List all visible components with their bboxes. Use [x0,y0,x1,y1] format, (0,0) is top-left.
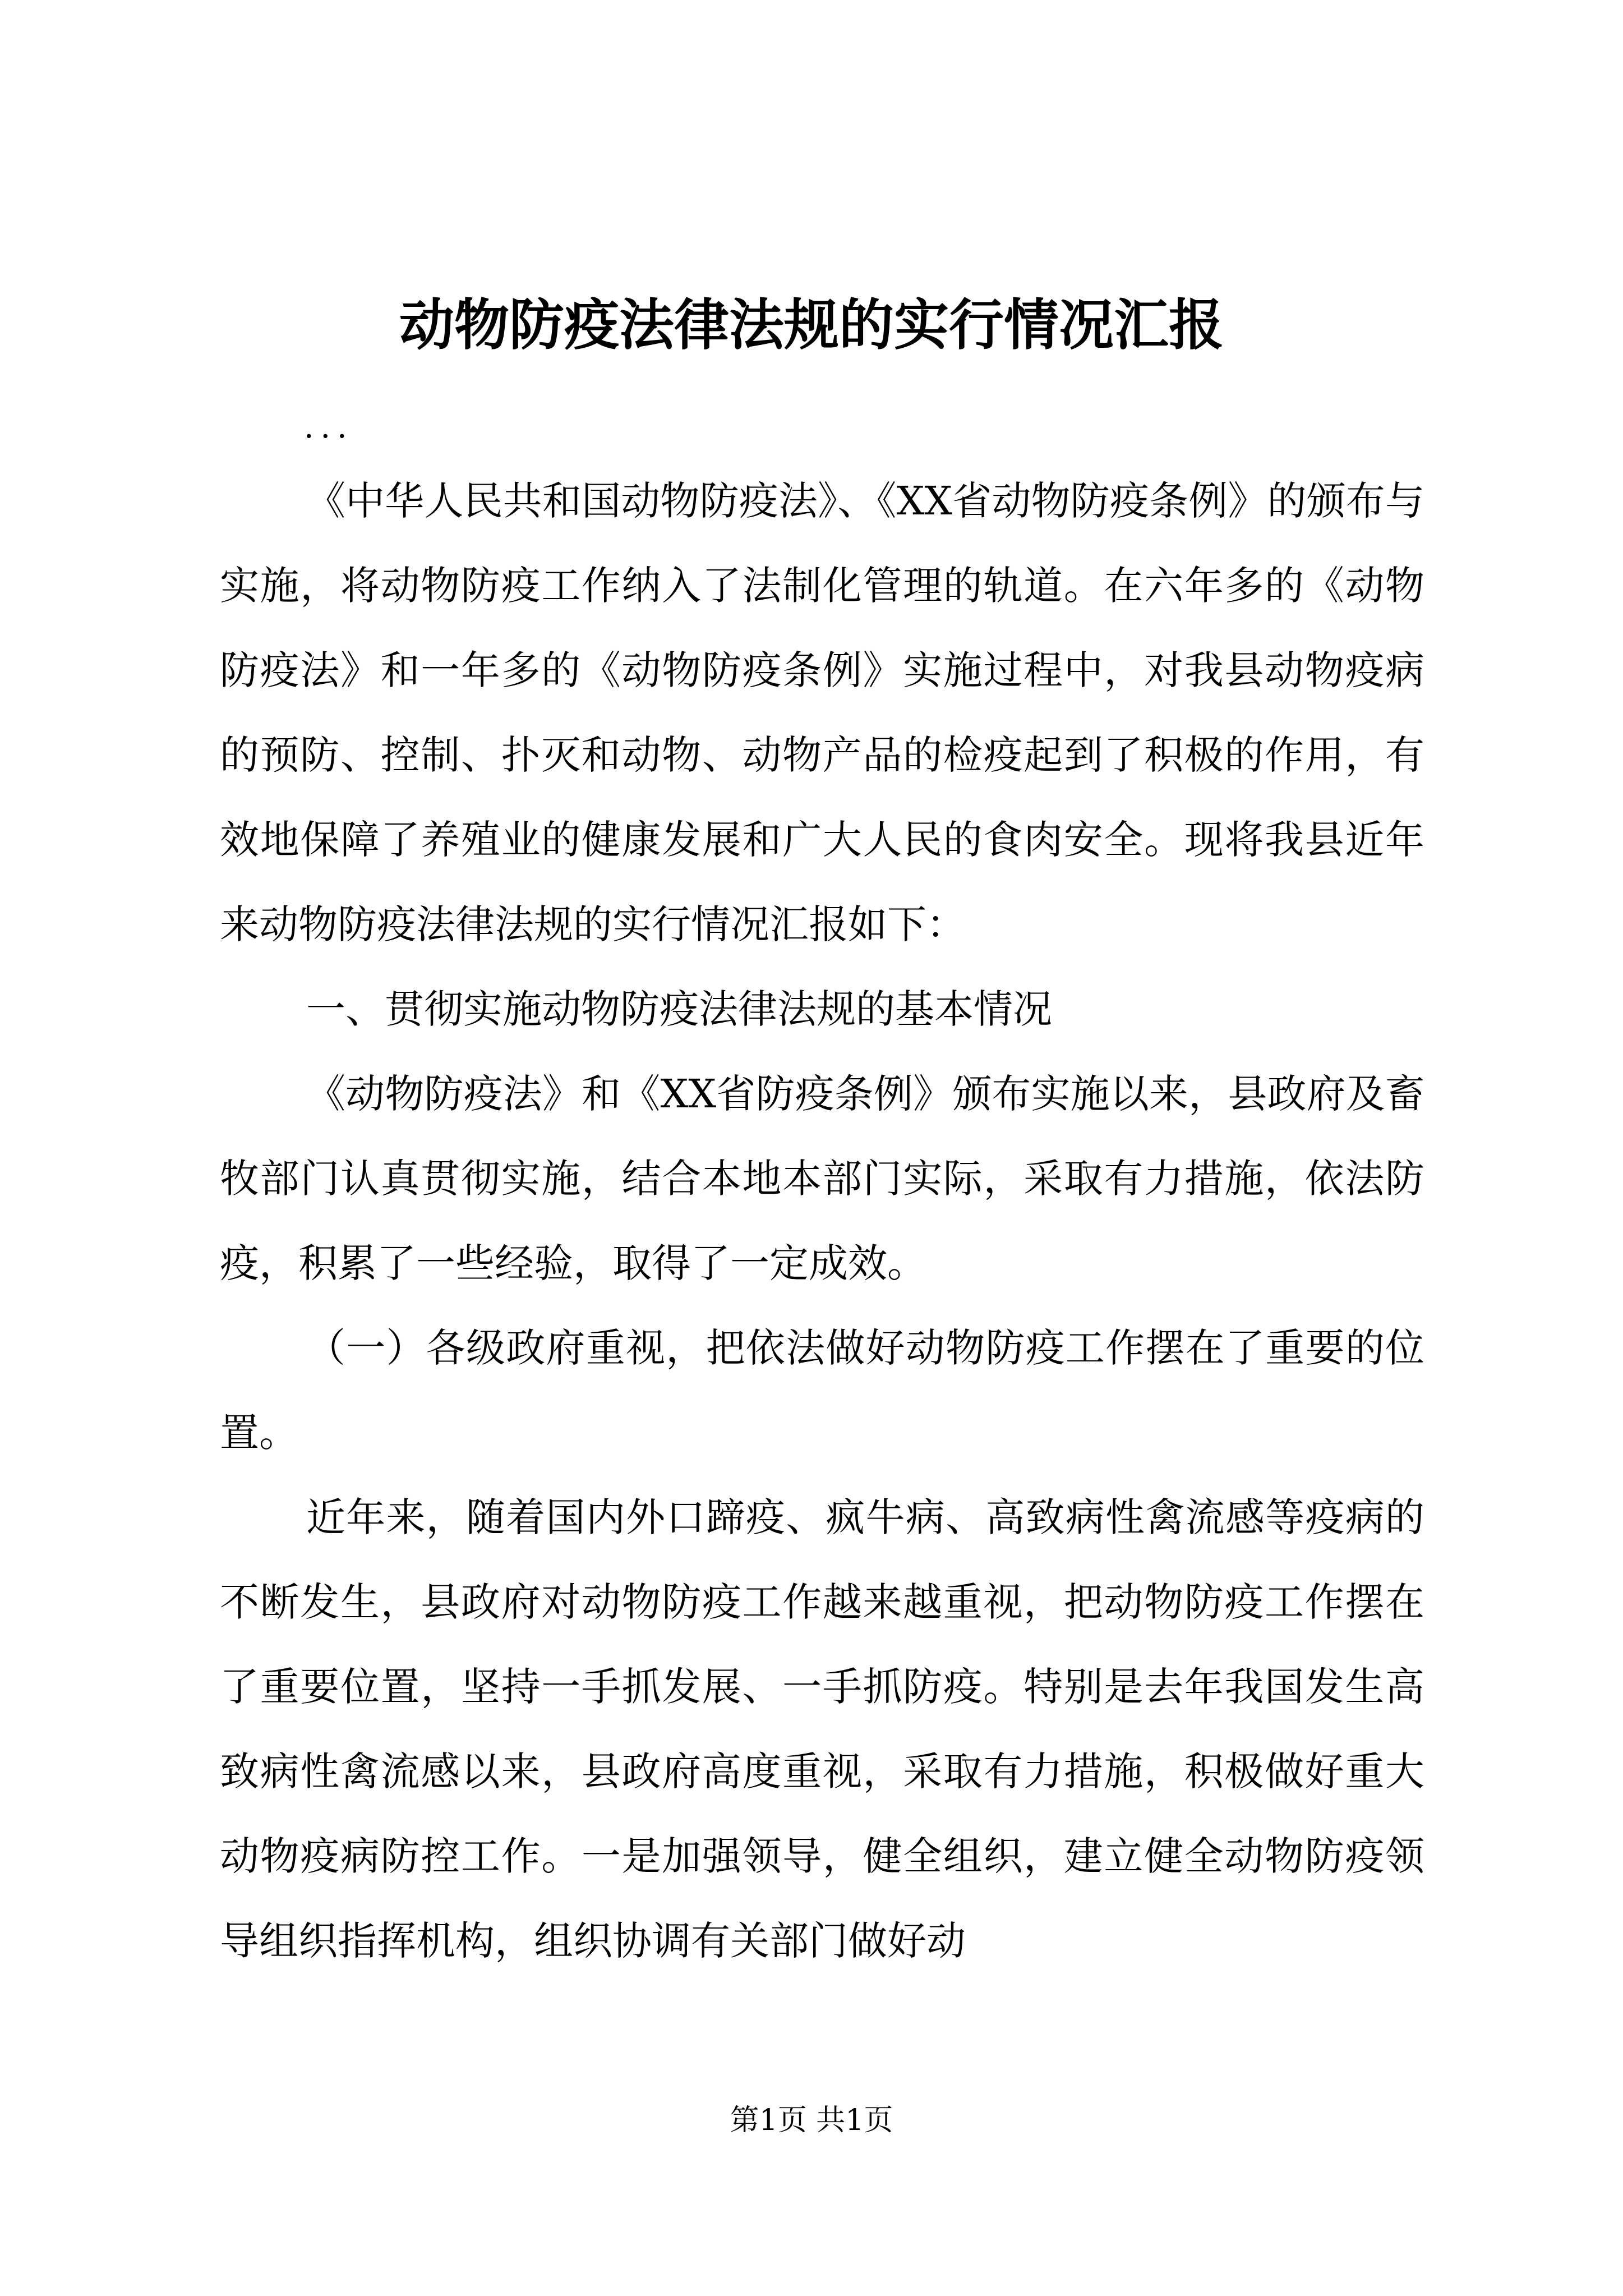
paragraph-section-1: 《动物防疫法》和《XX省防疫条例》颁布实施以来，县政府及畜牧部门认真贯彻实施，结合本地本部门实际，采取有力措施，依法防疫，积累了一些经验，取得了一定成效。 [220,1071,1424,1286]
section-heading-1: 一、贯彻实施动物防疫法律法规的基本情况 [306,986,1052,1032]
paragraph-intro: 《中华人民共和国动物防疫法》、《XX省动物防疫条例》的颁布与实施，将动物防疫工作纳入了法制化管理的轨道。在六年多的《动物防疫法》和一年多的《动物防疫条例》实施过程中，对我县动物疫病的预防、控制、扑灭和动物、动物产品的检疫起到了积极的作用，有效地保障了养殖业的健康发展和广大人民的食肉安全。现将我县近年来动物防疫法律法规的实行情况汇报如下： [220,478,1424,947]
ellipsis-marker: ... [305,407,354,445]
page-footer: 第1页 共1页 [730,2104,893,2137]
document-title: 动物防疫法律法规的实行情况汇报 [399,293,1224,357]
subsection-heading-1: （一）各级政府重视，把依法做好动物防疫工作摆在了重要的位置。 [220,1325,1424,1456]
document-body [220,459,1424,1984]
paragraph-subsection-1: 近年来，随着国内外口蹄疫、疯牛病、高致病性禽流感等疫病的不断发生，县政府对动物防疫工作越来越重视，把动物防疫工作摆在了重要位置，坚持一手抓发展、一手抓防疫。特别是去年我国发生高致病性禽流感以来，县政府高度重视，采取有力措施，积极做好重大动物疫病防控工作。一是加强领导，健全组织，建立健全动物防疫领导组织指挥机构，组织协调有关部门做好动 [220,1494,1424,1964]
